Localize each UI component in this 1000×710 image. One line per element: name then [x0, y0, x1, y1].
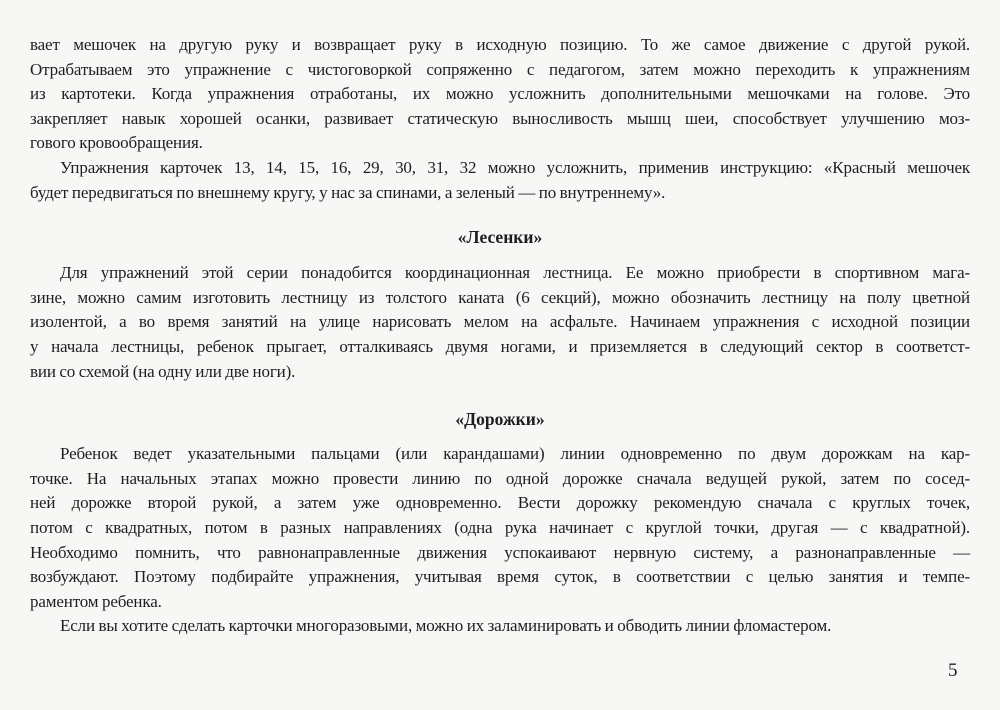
text-line: будет передвигаться по внешнему кругу, у нас за спинами, а зеленый — по внутреннему». — [30, 182, 666, 202]
text-line: зине, можно самим изготовить лестницу из толстого каната (6 секций), можно обозначить лестницу на полу цветной — [30, 287, 970, 307]
text-line: Упражнения карточек 13, 14, 15, 16, 29, 30, 31, 32 можно усложнить, применив инструкцию: «Красный мешочек — [60, 157, 970, 177]
text-line: Для упражнений этой серии понадобится координационная лестница. Ее можно приобрести в спортивном мага- — [60, 263, 970, 283]
section-heading-dorozhki: «Дорожки» — [455, 409, 545, 430]
text-line: вии со схемой (на одну или две ноги). — [30, 361, 296, 381]
text-line: Необходимо помнить, что равнонаправленные движения успокаивают нервную систему, а разнонаправленные — — [30, 542, 970, 562]
section-heading-lesenki: «Лесенки» — [457, 227, 543, 248]
paragraph-continued — [30, 33, 970, 156]
text-line: Ребенок ведет указательными пальцами (или карандашами) линии одновременно по двум дорожкам на кар- — [60, 444, 970, 464]
paragraph-cards — [30, 156, 970, 205]
text-line: закрепляет навык хорошей осанки, развивает статическую выносливость мышц шеи, способствует улучшению моз- — [30, 108, 970, 128]
paragraph-laminate — [30, 614, 970, 639]
text-line: изолентой, а во время занятий на улице нарисовать мелом на асфальте. Начинаем упражнения с исходной позиции — [30, 312, 970, 332]
text-line: Если вы хотите сделать карточки многоразовыми, можно их заламинировать и обводить линии фломастером. — [60, 616, 832, 636]
text-line: вает мешочек на другую руку и возвращает руку в исходную позицию. То же самое движение с другой рукой. — [30, 35, 970, 54]
text-line: ней дорожке второй рукой, а затем уже одновременно. Вести дорожку рекомендую сначала с круглых точек, — [30, 493, 970, 513]
text-line: гового кровообращения. — [30, 133, 203, 153]
text-line: возбуждают. Поэтому подбирайте упражнения, учитывая время суток, в соответствии с целью занятия и темпе- — [30, 567, 970, 587]
document-page — [30, 33, 970, 639]
text-line: потом с квадратных, потом в разных направлениях (одна рука начинает с круглой точки, другая — с квадратной). — [30, 517, 970, 537]
paragraph-dorozhki — [30, 442, 970, 614]
text-line: у начала лестницы, ребенок прыгает, отталкиваясь двумя ногами, и приземляется в следующий сектор в соответст- — [30, 336, 970, 356]
page-number: 5 — [948, 660, 958, 681]
paragraph-lesenki — [30, 261, 970, 384]
text-line: точке. На начальных этапах можно провести линию по одной дорожке сначала ведущей рукой, затем по сосед- — [30, 468, 970, 488]
text-line: раментом ребенка. — [30, 591, 162, 611]
text-line: из картотеки. Когда упражнения отработаны, их можно усложнить дополнительными мешочками на голове. Это — [30, 84, 970, 104]
text-line: Отрабатываем это упражнение с чистоговоркой сопряженно с педагогом, затем можно переходить к упражнениям — [30, 59, 970, 79]
